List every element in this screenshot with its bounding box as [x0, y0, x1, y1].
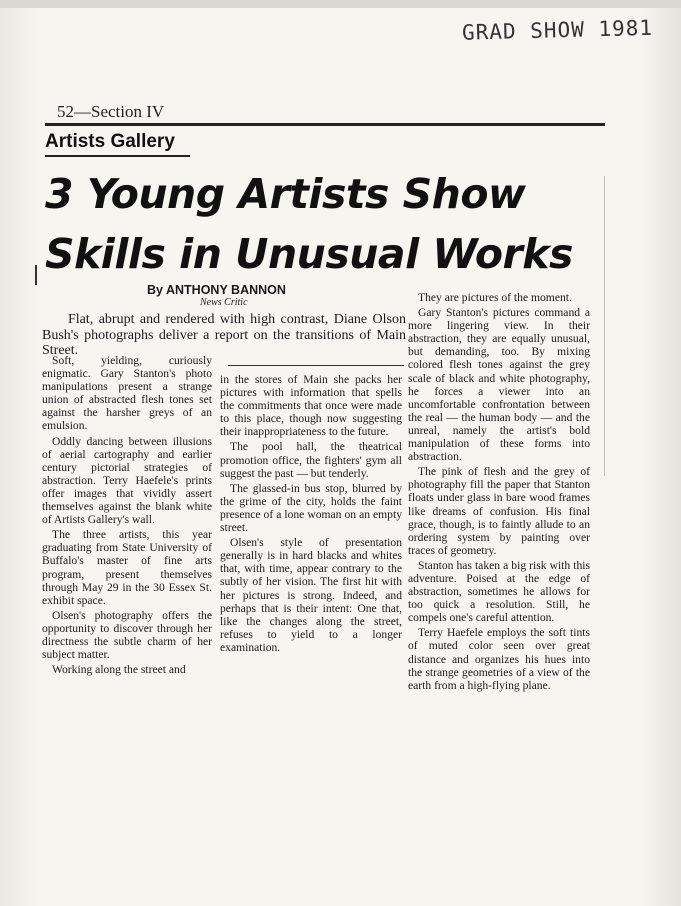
- article-column-1: [42, 354, 212, 678]
- scan-top-edge: [0, 0, 681, 8]
- paragraph: The three artists, this year graduating from State University of Buffalo's master of fine arts program, present themselves through May 29 in the 30 Essex St. exhibit space.: [42, 528, 212, 607]
- paragraph: The pink of flesh and the grey of photography fill the paper that Stanton floats under glass in bare wood frames like dreams of confusion. His final grace, though, is to faintly allude to an ordering system by painting over traces of geometry.: [408, 465, 590, 557]
- byline-author: By ANTHONY BANNON: [147, 283, 286, 297]
- paragraph: The glassed-in bus stop, blurred by the grime of the city, holds the faint presence of a lone woman on an empty street.: [220, 481, 402, 535]
- paragraph: Soft, yielding, curiously enigmatic. Gary Stanton's photo manipulations present a strange union of abstracted flesh tones set against the harsher greys of an emulsion.: [42, 354, 212, 433]
- paragraph: Terry Haefele employs the soft tints of muted color seen over great distance and organizes his hues into the strange geometries of a view of the earth from a high-flying plane.: [408, 626, 590, 692]
- byline-role: News Critic: [200, 297, 248, 308]
- paragraph: in the stores of Main she packs her pictures with information that spells the commitments that once were made to this place, though now suggesting their inappropriateness to the future.: [220, 373, 402, 439]
- section-rule: [45, 123, 605, 126]
- scan-mark: [35, 265, 37, 285]
- kicker-heading: Artists Gallery: [45, 131, 175, 152]
- headline: [45, 164, 605, 284]
- article-column-2: [220, 373, 402, 656]
- deck-paragraph: Flat, abrupt and rendered with high contrast, Diane Olson Bush's photographs deliver a report on the transitions of Main Street.: [42, 312, 406, 358]
- paragraph: Olsen's photography offers the opportunity to discover through her directness the subtle charm of her subject matter.: [42, 608, 212, 662]
- paragraph: Olsen's style of presentation generally is in hard blacks and whites that, with time, appear contrary to the subtly of her vision. The first hit with her pictures is strong. Indeed, and perhaps that is their intent: One that, like the changes along the street, refuses to yield to a longer examination.: [220, 536, 402, 654]
- deck-rule: [228, 365, 404, 366]
- paragraph: Stanton has taken a big risk with this adventure. Poised at the edge of abstraction, sometimes he allows for too quick a resolution. Still, he compels one's careful attention.: [408, 558, 590, 625]
- paragraph: Working along the street and: [52, 663, 186, 677]
- article-column-3: [408, 291, 590, 694]
- paragraph: Oddly dancing between illusions of aerial cartography and earlier century pictorial strategies of abstraction. Terry Haefele's prints offer images that vividly assert themselves against the blank white of Artists Gallery's wall.: [42, 434, 212, 527]
- headline-line-1: 3 Young Artists Show: [45, 170, 526, 218]
- headline-line-2: Skills in Unusual Works: [45, 230, 573, 278]
- handwritten-note: GRAD SHOW 1981: [461, 15, 654, 45]
- section-label: 52—Section IV: [57, 102, 165, 121]
- paragraph: The pool hall, the theatrical promotion office, the fighters' gym all suggest the past — but tenderly.: [220, 440, 402, 480]
- paragraph: Gary Stanton's pictures command a more lingering view. In their abstraction, they are equally unusual, but demanding, too. By mixing colored flesh tones against the grey scale of black and white photography, he forces a viewer into an uncomfortable confrontation between the real — the human body — and the unreal, namely the artist's bold manipulation of these forms into abstraction.: [408, 306, 590, 464]
- paragraph: They are pictures of the moment.: [418, 291, 572, 304]
- kicker-underline: [45, 155, 190, 157]
